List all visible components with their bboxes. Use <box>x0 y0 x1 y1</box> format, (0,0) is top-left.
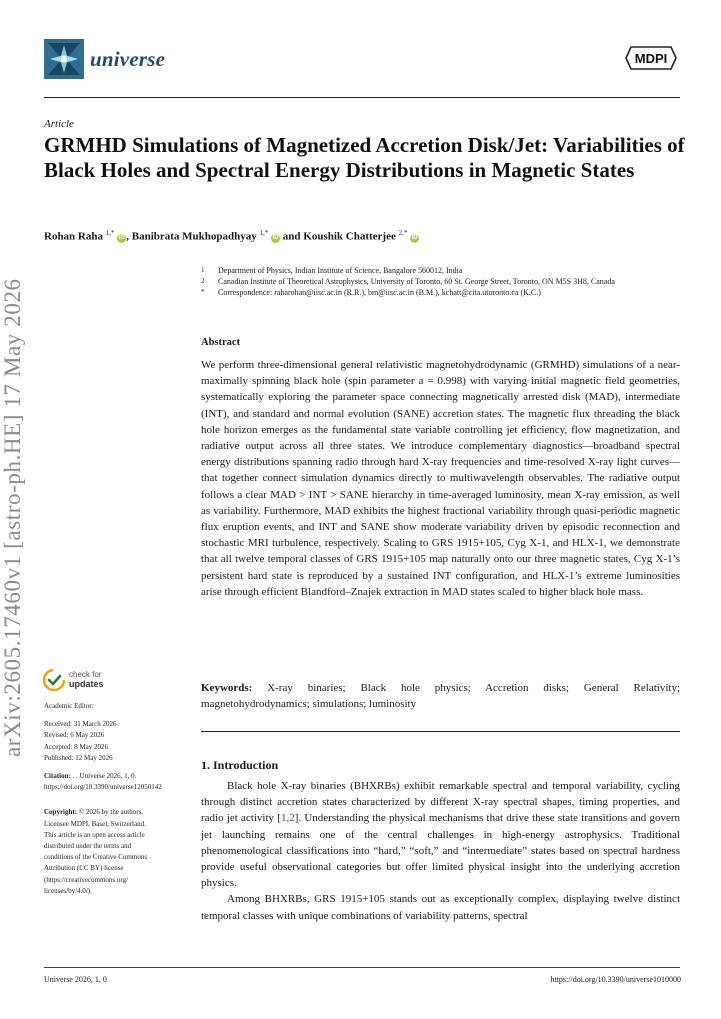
paragraph: Black hole X-ray binaries (BHXRBs) exhibit remarkable spectral and temporal variability, cycling through distinct accretion states characterized by different X-ray spectral shapes, timing properties, and radio jet activity [1,2]. Understanding the physical mechanisms that drive these state transitions and govern jet launching remains one of the central challenges in high-energy astrophysics. Traditional phenomenological classifications into “hard,” “soft,” and “intermediate” states based on spectral hardness provide useful observational categories but offer limited physical insight into the underlying accretion physics. <box>201 780 681 890</box>
citation-doi[interactable]: https://doi.org/10.3390/universe12050142 <box>44 783 162 792</box>
svg-text:MDPI: MDPI <box>634 51 668 66</box>
author-affiliation-marker: 1,* <box>259 229 269 237</box>
license-line: Attribution (CC BY) license <box>44 864 124 873</box>
revised-date: Revised: 6 May 2026 <box>44 731 105 740</box>
paragraph: Among BHXRBs, GRS 1915+105 stands out as exceptionally complex, displaying twelve distinct temporal classes with unique combinations of variability patterns, spectral <box>201 893 680 922</box>
article-type: Article <box>44 118 74 130</box>
affiliation-number: * <box>201 288 205 296</box>
citation: Citation: . . Universe 2026, 1, 0. <box>44 772 137 781</box>
affiliation-item <box>201 276 681 287</box>
license-line: This article is an open access article <box>44 830 145 839</box>
license-line: Licensee MDPI, Basel, Switzerland. <box>44 819 146 828</box>
paper-title: GRMHD Simulations of Magnetized Accretion Disk/Jet: Variabilities of Black Holes and Spectral Energy Distributions in Magnetic States <box>44 133 685 182</box>
affiliation-text: Department of Physics, Indian Institute of Science, Bangalore 560012, India <box>218 266 463 275</box>
affiliations <box>201 265 681 298</box>
arxiv-identifier-stamp: arXiv:2605.17460v1 [astro-ph.HE] 17 May 2026 <box>0 278 25 757</box>
author-list: Rohan Raha $^{1,*}$ iD , Banibrata Mukhopadhyay $^{1,*}$ iD and Koushik Chatterjee $^{2,*}$ iD <box>44 229 418 243</box>
affiliation-number: 1 <box>201 266 205 274</box>
introduction-body <box>201 778 680 924</box>
received-date: Received: 31 March 2026 <box>44 720 117 729</box>
keywords <box>201 680 680 712</box>
license-line: distributed under the terms and <box>44 842 132 851</box>
journal-name: universe <box>90 47 166 71</box>
published-date: Published: 12 May 2026 <box>44 753 113 762</box>
author-name: Koushik Chatterjee <box>303 230 396 243</box>
orcid-icon[interactable]: iD <box>411 234 418 241</box>
affiliation-text: Canadian Institute of Theoretical Astrophysics, University of Toronto, 60 St. George Street, Toronto, ON M5S 3H8, Canada <box>218 277 615 286</box>
mdpi-logo-icon <box>625 45 677 71</box>
author-name: Rohan Raha <box>44 230 103 243</box>
accepted-date: Accepted: 8 May 2026 <box>44 742 108 751</box>
abstract-text: We perform three-dimensional general relativistic magnetohydrodynamic (GRMHD) simulations of a near-maximally spinning black hole (spin parameter a = 0.998) with varying initial magnetic field geometries, systematically exploring the parameter space connecting magnetically arrested disk (MAD), intermediate (INT), and standard and normal evolution (SANE) accretion states. The magnetic flux threading the black hole horizon emerges as the fundamental state variable controlling jet efficiency, flow magnetization, and radiative output across all three states. We introduce complementary diagnostics—broadband spectral energy distributions spanning radio through hard X-ray frequencies and time-resolved X-ray light curves—that together connect simulation dynamics directly to multiwavelength observables. The radiative output follows a clear MAD > INT > SANE hierarchy in time-averaged luminosity, mean X-ray emission, as well as variability. Furthermore, MAD exhibits the highest fractional variability through quasi-periodic magnetic flux eruption events, and INT and SANE show moderate variability driven by episodic reconnection and stochastic MRI turbulence, respectively. Scaling to GRS 1915+105, Cyg X-1, and HLX-1, we demonstrate that all twelve temporal classes of GRS 1915+105 map naturally onto our three magnetic states, Cyg X-1’s persistent hard state is reproduced by a sustained INT configuration, and HLX-1’s extreme luminosities arise through efficient Blandford–Znajek extraction in MAD states scaled to higher black hole mass. <box>201 359 680 598</box>
author-affiliation-marker: 1,* <box>105 229 115 237</box>
copyright: Copyright: © 2026 by the authors. <box>44 808 144 817</box>
section-divider <box>201 731 680 732</box>
license-link[interactable]: licenses/by/4.0/). <box>44 886 92 895</box>
citation-link[interactable]: 1,2 <box>280 812 295 825</box>
section-heading-introduction: 1. Introduction <box>201 758 279 772</box>
orcid-icon[interactable]: iD <box>118 234 125 241</box>
footer-citation: Universe 2026, 1, 0 <box>44 975 107 984</box>
footer-divider <box>44 967 680 968</box>
author-name: Banibrata Mukhopadhyay <box>131 230 257 243</box>
correspondence-text: Correspondence: raharohan@iisc.ac.in (R.R.), bm@iisc.ac.in (B.M.), kchatt@cita.utoronto.ca (K.C.) <box>218 288 541 297</box>
keywords-label: Keywords: <box>201 682 253 694</box>
header-divider <box>44 97 680 98</box>
academic-editor: Academic Editor: <box>44 702 94 710</box>
check-updates-label: updates <box>69 679 104 689</box>
license-line: conditions of the Creative Commons <box>44 853 148 862</box>
license-link[interactable]: (https://creativecommons.org/ <box>44 875 129 884</box>
check-for-updates-icon <box>43 669 65 691</box>
keywords-text: X-ray binaries; Black hole physics; Accretion disks; General Relativity; magnetohydrodynamics; simulations; luminosity <box>201 682 680 711</box>
affiliation-item <box>201 265 681 276</box>
orcid-icon[interactable]: iD <box>272 234 279 241</box>
author-affiliation-marker: 2,* <box>398 229 408 237</box>
check-updates-label: check for <box>69 670 102 679</box>
footer-doi[interactable]: https://doi.org/10.3390/universe1010000 <box>550 975 681 984</box>
author-separator: and <box>282 230 301 243</box>
correspondence-item <box>201 287 681 298</box>
affiliation-number: 2 <box>201 277 205 285</box>
abstract-heading: Abstract <box>201 337 241 348</box>
publication-sidebar <box>44 701 179 897</box>
universe-journal-logo-icon <box>44 39 84 79</box>
check-for-updates-badge[interactable] <box>43 669 123 693</box>
